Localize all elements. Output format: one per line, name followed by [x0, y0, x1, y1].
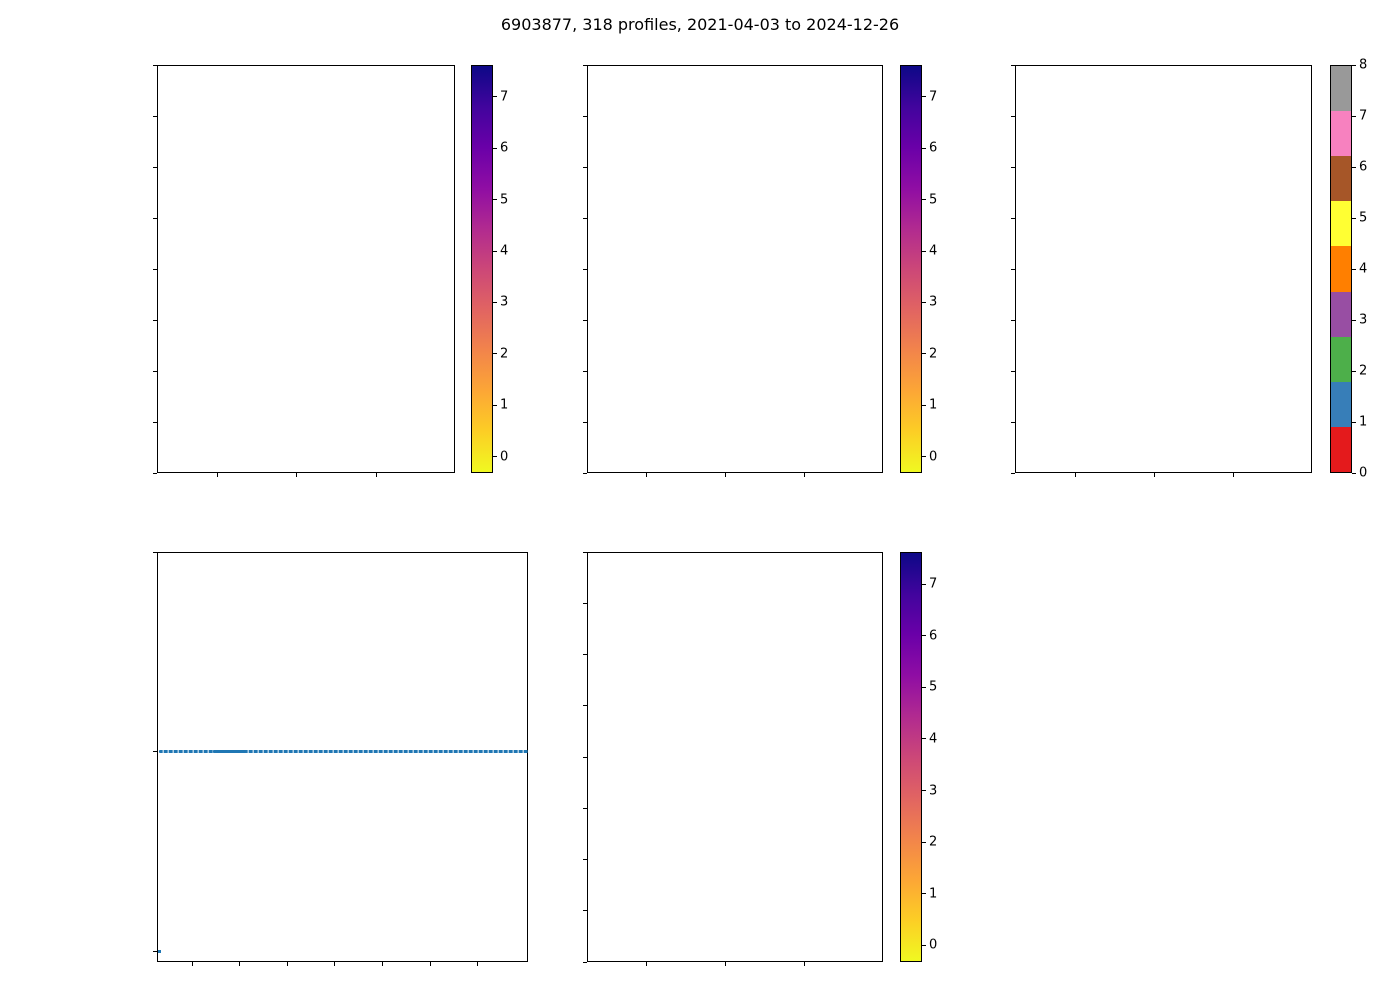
y-tick-mark: [583, 705, 587, 706]
y-tick-mark: [153, 751, 157, 752]
y-tick-mark: [1011, 422, 1015, 423]
x-tick-mark: [430, 962, 431, 966]
y-tick-mark: [583, 218, 587, 219]
y-tick-mark: [153, 371, 157, 372]
colorbar-tick-label: 2: [500, 346, 509, 362]
colorbar: [900, 65, 922, 473]
colorbar-segment: [1331, 156, 1351, 201]
colorbar-tick-mark: [1352, 116, 1356, 117]
colorbar-tick-mark: [1352, 218, 1356, 219]
x-tick-mark: [239, 962, 240, 966]
colorbar-tick-mark: [922, 405, 926, 406]
colorbar-tick-label: 8: [1359, 57, 1368, 73]
y-tick-mark: [1011, 167, 1015, 168]
y-tick-mark: [153, 269, 157, 270]
colorbar-tick-mark: [1352, 371, 1356, 372]
colorbar-tick-mark: [493, 302, 497, 303]
y-tick-mark: [1011, 371, 1015, 372]
colorbar-tick-label: 1: [929, 397, 938, 413]
axes-panel: [587, 552, 883, 962]
y-tick-mark: [583, 422, 587, 423]
colorbar-tick-label: 6: [1359, 159, 1368, 175]
y-tick-mark: [1011, 65, 1015, 66]
axes-panel: [157, 65, 455, 473]
colorbar-tick-label: 7: [929, 89, 938, 105]
colorbar-tick-label: 1: [929, 886, 938, 902]
y-tick-mark: [153, 552, 157, 553]
colorbar: [900, 552, 922, 962]
y-tick-mark: [1011, 218, 1015, 219]
colorbar-tick-mark: [1352, 167, 1356, 168]
y-tick-mark: [583, 654, 587, 655]
colorbar-tick-mark: [1352, 320, 1356, 321]
y-tick-mark: [153, 320, 157, 321]
colorbar-tick-mark: [922, 893, 926, 894]
colorbar-tick-label: 4: [929, 243, 938, 259]
colorbar-tick-mark: [493, 251, 497, 252]
x-tick-mark: [477, 962, 478, 966]
colorbar-tick-label: 6: [929, 140, 938, 156]
y-tick-mark: [583, 269, 587, 270]
y-tick-mark: [153, 473, 157, 474]
colorbar-tick-mark: [493, 353, 497, 354]
y-tick-mark: [153, 218, 157, 219]
y-tick-mark: [583, 371, 587, 372]
colorbar-tick-mark: [493, 96, 497, 97]
colorbar-tick-label: 4: [929, 731, 938, 747]
colorbar-tick-label: 6: [929, 628, 938, 644]
colorbar-tick-mark: [922, 96, 926, 97]
colorbar-tick-mark: [493, 148, 497, 149]
colorbar-tick-label: 3: [929, 783, 938, 799]
y-tick-mark: [583, 757, 587, 758]
figure-suptitle: 6903877, 318 profiles, 2021-04-03 to 2024-12-26: [500, 15, 900, 34]
colorbar-tick-mark: [1352, 473, 1356, 474]
colorbar-segment: [1331, 201, 1351, 246]
colorbar-tick-label: 4: [1359, 261, 1368, 277]
colorbar-tick-label: 7: [1359, 108, 1368, 124]
y-tick-mark: [153, 951, 157, 952]
colorbar: [1330, 65, 1352, 473]
y-tick-mark: [153, 167, 157, 168]
y-tick-mark: [583, 552, 587, 553]
colorbar-tick-label: 5: [929, 679, 938, 695]
colorbar-tick-mark: [493, 405, 497, 406]
colorbar-tick-label: 0: [1359, 465, 1368, 481]
x-tick-mark: [376, 473, 377, 477]
y-tick-mark: [583, 473, 587, 474]
colorbar-tick-label: 5: [929, 192, 938, 208]
colorbar-tick-label: 3: [500, 294, 509, 310]
x-tick-mark: [1075, 473, 1076, 477]
y-tick-mark: [153, 116, 157, 117]
y-tick-mark: [583, 962, 587, 963]
x-tick-mark: [725, 473, 726, 477]
colorbar-segment: [1331, 66, 1351, 111]
colorbar-tick-mark: [1352, 65, 1356, 66]
x-tick-mark: [217, 473, 218, 477]
colorbar-tick-mark: [493, 456, 497, 457]
y-tick-mark: [1011, 269, 1015, 270]
y-tick-mark: [583, 910, 587, 911]
x-tick-mark: [646, 962, 647, 966]
colorbar-tick-label: 3: [1359, 312, 1368, 328]
colorbar-tick-label: 0: [500, 449, 509, 465]
y-tick-mark: [583, 65, 587, 66]
colorbar-tick-mark: [922, 738, 926, 739]
colorbar-tick-mark: [922, 790, 926, 791]
colorbar-tick-mark: [922, 302, 926, 303]
y-tick-mark: [1011, 320, 1015, 321]
x-tick-mark: [192, 962, 193, 966]
colorbar-tick-mark: [493, 199, 497, 200]
y-tick-mark: [153, 422, 157, 423]
x-tick-mark: [334, 962, 335, 966]
colorbar-tick-mark: [922, 687, 926, 688]
x-tick-mark: [1233, 473, 1234, 477]
x-tick-mark: [296, 473, 297, 477]
axes-panel: [587, 65, 883, 473]
colorbar-tick-label: 5: [1359, 210, 1368, 226]
colorbar-tick-label: 4: [500, 243, 509, 259]
colorbar-tick-label: 2: [929, 346, 938, 362]
axes-panel: [1015, 65, 1312, 473]
x-tick-mark: [1154, 473, 1155, 477]
y-tick-mark: [1011, 473, 1015, 474]
colorbar-tick-label: 2: [929, 834, 938, 850]
colorbar-tick-label: 1: [1359, 414, 1368, 430]
colorbar-tick-mark: [922, 353, 926, 354]
colorbar-tick-label: 7: [929, 576, 938, 592]
y-tick-mark: [583, 167, 587, 168]
colorbar-tick-mark: [1352, 269, 1356, 270]
colorbar-tick-mark: [922, 635, 926, 636]
y-tick-mark: [583, 116, 587, 117]
y-tick-mark: [153, 65, 157, 66]
colorbar: [471, 65, 493, 473]
mode-dense-segment: [213, 750, 245, 753]
y-tick-mark: [1011, 116, 1015, 117]
colorbar-tick-mark: [922, 584, 926, 585]
colorbar-segment: [1331, 382, 1351, 427]
colorbar-segment: [1331, 246, 1351, 291]
x-tick-mark: [287, 962, 288, 966]
colorbar-tick-label: 2: [1359, 363, 1368, 379]
colorbar-tick-mark: [922, 842, 926, 843]
y-tick-mark: [583, 320, 587, 321]
colorbar-segment: [1331, 292, 1351, 337]
colorbar-tick-mark: [922, 945, 926, 946]
colorbar-segment: [1331, 337, 1351, 382]
y-tick-mark: [583, 808, 587, 809]
colorbar-tick-label: 3: [929, 294, 938, 310]
colorbar-tick-label: 0: [929, 449, 938, 465]
colorbar-tick-label: 1: [500, 397, 509, 413]
x-tick-mark: [725, 962, 726, 966]
colorbar-segment: [1331, 427, 1351, 472]
colorbar-tick-mark: [922, 251, 926, 252]
colorbar-tick-mark: [922, 456, 926, 457]
y-tick-mark: [583, 603, 587, 604]
x-tick-mark: [804, 962, 805, 966]
colorbar-tick-mark: [1352, 422, 1356, 423]
colorbar-tick-label: 0: [929, 937, 938, 953]
colorbar-tick-label: 6: [500, 140, 509, 156]
x-tick-mark: [382, 962, 383, 966]
x-tick-mark: [646, 473, 647, 477]
colorbar-tick-mark: [922, 199, 926, 200]
colorbar-tick-label: 5: [500, 192, 509, 208]
data-point: [158, 950, 161, 953]
y-tick-mark: [583, 859, 587, 860]
colorbar-tick-mark: [922, 148, 926, 149]
colorbar-tick-label: 7: [500, 89, 509, 105]
colorbar-segment: [1331, 111, 1351, 156]
x-tick-mark: [804, 473, 805, 477]
axes-panel: [157, 552, 528, 962]
